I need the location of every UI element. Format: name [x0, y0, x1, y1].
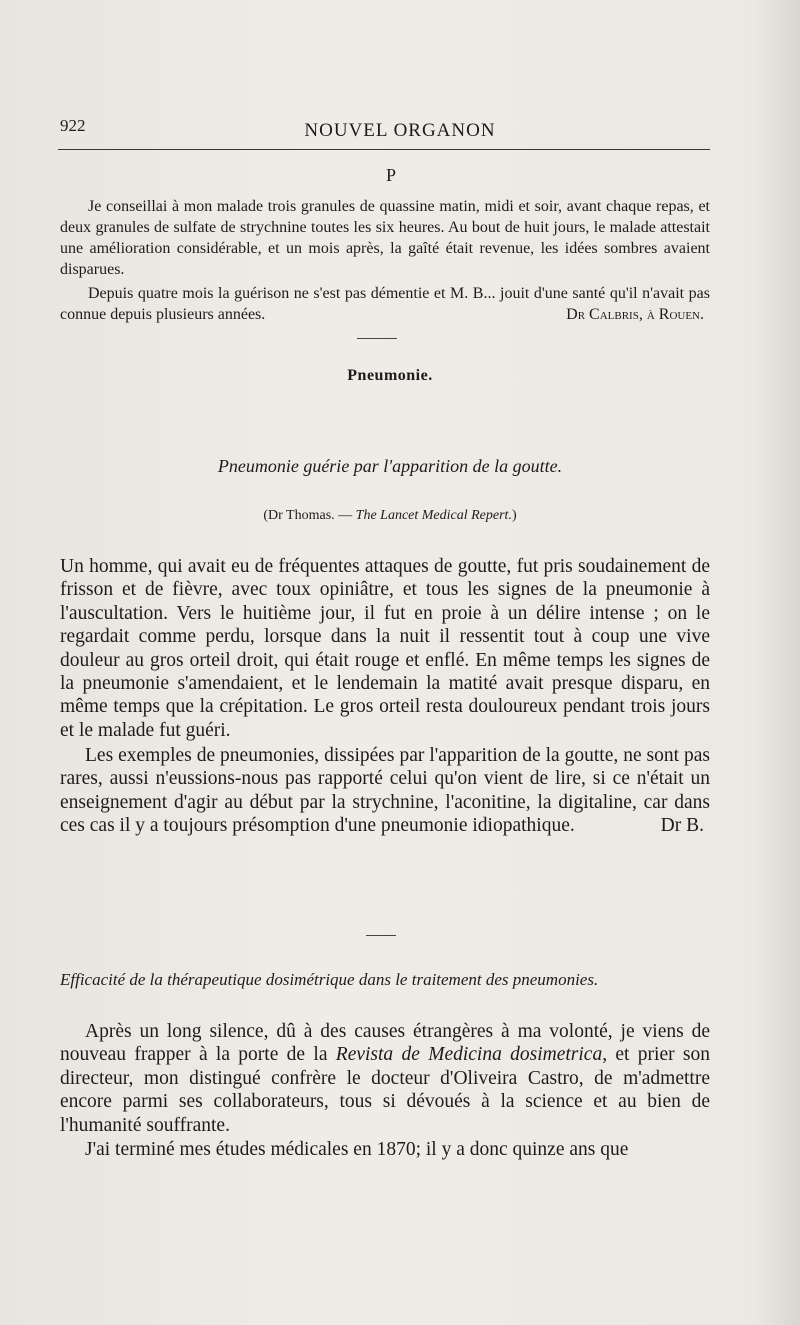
- running-title: NOUVEL ORGANON: [304, 120, 496, 141]
- article-signature: Dr B.: [660, 815, 704, 837]
- article-title: Pneumonie guérie par l'apparition de la goutte.: [217, 456, 563, 476]
- source-author: (Dr Thomas. —: [263, 508, 356, 523]
- article-paragraph-2: [60, 744, 710, 838]
- article-paragraph-1: Un homme, qui avait eu de fréquentes attaques de goutte, fut pris soudainement de frisson et de fièvre, avec toux opiniâtre, et tous les signes de la pneumonie à l'auscultation. Vers le huitième jour, il fut en proie à un délire intense ; on le regardait comme perdu, lorsque dans la nuit il ressentit tout à coup une vive douleur au gros orteil droit, qui était rouge et enflé. En même temps les signes de la pneumonie s'amendaient, et le lendemain la matité avait presque disparu, en même temps que la crépitation. Le gros orteil resta douloureux pendant trois jours et le malade fut guéri.: [60, 556, 710, 741]
- prev-article-paragraph-2-text: Depuis quatre mois la guérison ne s'est pas démentie et M. B... jouit d'une santé qu'il n'avait pas connue depuis plusieurs années.: [60, 285, 710, 323]
- article-2-para-1-end: , et prier son directeur, mon distingué confrère le docteur d'Oliveira Castro, de m'admettre encore parmi ses collaborateurs, tous si dévoués à la science et au bien de l'humanité souffrante.: [60, 1044, 710, 1136]
- running-header: [0, 112, 800, 152]
- source-close: ): [511, 508, 517, 523]
- separator-rule: [357, 338, 397, 339]
- article-2-para-1-start: Après un long silence, dû à des causes étrangères à ma volonté, je viens de nouveau frapper à la porte de la: [60, 1021, 710, 1066]
- article-2-paragraph-1: [60, 1020, 710, 1137]
- header-rule: [58, 149, 710, 150]
- page-number: 922: [60, 116, 86, 135]
- article-source: [0, 508, 780, 524]
- source-journal: The Lancet Medical Repert.: [355, 508, 512, 523]
- prev-article-paragraph-1: Je conseillai à mon malade trois granules de quassine matin, midi et soir, avant chaque repas, et deux granules de sulfate de strychnine toutes les six heures. Au bout de huit jours, le malade attestait une amélioration considérable, et un mois après, la gaîté était revenue, les idées sombres avaient disparues.: [60, 198, 710, 278]
- section-title: Pneumonie.: [347, 367, 433, 384]
- article-2-paragraph-2: J'ai terminé mes études médicales en 1870; il y a donc quinze ans que: [85, 1139, 629, 1160]
- separator-rule: [366, 935, 396, 936]
- article-paragraph-2-text: Les exemples de pneumonies, dissipées par l'apparition de la goutte, ne sont pas rares, aussi n'eussions-nous pas rapporté celui qu'on vient de lire, si ce n'était un enseignement d'agir au début par la strychnine, l'aconitine, la digitaline, car dans ces cas il y a toujours présomption d'une pneumonie idiopathique.: [60, 745, 710, 837]
- article-2-title: Efficacité de la thérapeutique dosimétrique dans le traitement des pneumonies.: [60, 970, 599, 989]
- journal-name: Revista de Medicina dosimetrica: [335, 1044, 603, 1066]
- section-letter: P: [385, 165, 396, 185]
- prev-article-signature: Dr Calbris, à Rouen.: [566, 306, 704, 323]
- page-edge-shadow: [754, 0, 800, 1325]
- prev-article-paragraph-2: [60, 283, 710, 325]
